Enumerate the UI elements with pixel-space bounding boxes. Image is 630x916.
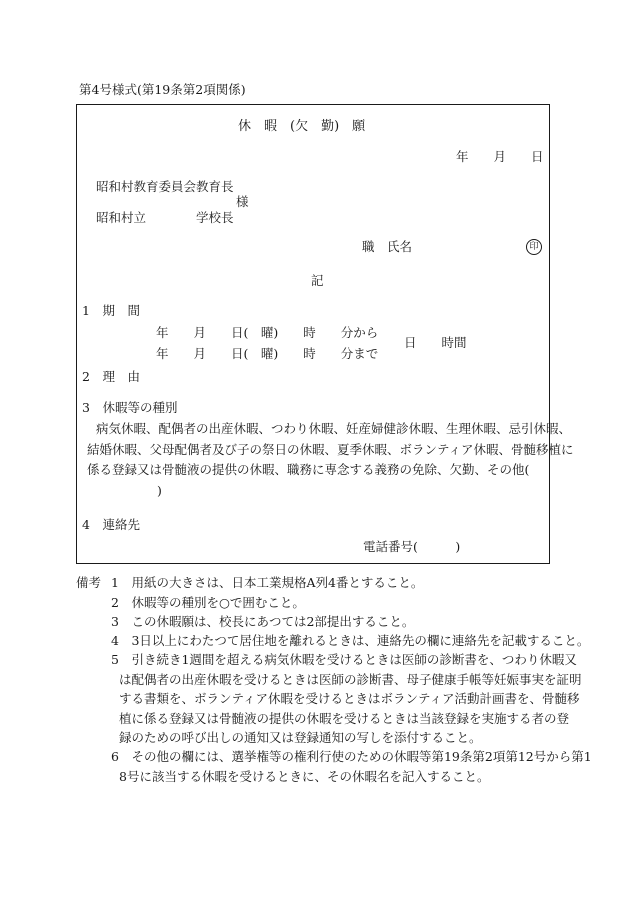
applicant-label: 職 氏名: [362, 239, 413, 254]
addressee-line2: 昭和村立 学校長: [96, 210, 234, 225]
leave-types-line-4: ): [157, 483, 162, 498]
section2-label: 2 理 由: [82, 369, 140, 384]
leave-types-line-1: 病気休暇、配偶者の出産休暇、つわり休暇、妊産婦健診休暇、生理休暇、忌引休暇、: [96, 421, 572, 436]
ki-marker: 記: [311, 273, 324, 288]
note-line-11: 8号に該当する休暇を受けるときに、その休暇名を記入すること。: [119, 769, 490, 784]
addressee-honorific: 様: [236, 194, 249, 209]
seal-mark: 印: [526, 239, 542, 255]
note-line-2: 2 休暇等の種別を○で囲むこと。: [111, 595, 305, 610]
addressee-line1: 昭和村教育委員会教育長: [96, 179, 234, 194]
period-from-row: 年 月 日( 曜) 時 分から: [156, 325, 379, 340]
note-line-5: 5 引き続き1週間を超える病気休暇を受けるときは医師の診断書を、つわり休暇又: [111, 652, 577, 667]
note-line-4: 4 3日以上にわたつて居住地を離れるときは、連絡先の欄に連絡先を記載すること。: [111, 633, 590, 648]
form-number: 第4号様式(第19条第2項関係): [79, 82, 246, 97]
period-duration: 日 時間: [404, 335, 467, 350]
note-line-10: 6 その他の欄には、選挙権等の権利行使のための休暇等第19条第2項第12号から第1: [111, 749, 592, 764]
note-line-1: 1 用紙の大きさは、日本工業規格A列4番とすること。: [111, 575, 424, 590]
date-line: 年 月 日: [456, 149, 544, 164]
section3-label: 3 休暇等の種別: [82, 400, 178, 415]
notes-heading: 備考: [76, 575, 102, 590]
note-line-9: 録のための呼び出しの通知又は登録通知の写しを添付すること。: [119, 730, 482, 745]
period-to-row: 年 月 日( 曜) 時 分まで: [156, 346, 379, 361]
section4-label: 4 連絡先: [82, 517, 140, 532]
section1-label: 1 期 間: [82, 303, 140, 318]
note-line-3: 3 この休暇願は、校長にあつては2部提出すること。: [111, 614, 415, 629]
form-title: 休 暇 (欠 勤) 願: [238, 119, 366, 134]
note-line-8: 植に係る登録又は骨髄液の提供の休暇を受けるときは当該登録を実施する者の登: [119, 711, 570, 726]
note-line-6: は配偶者の出産休暇を受けるときは医師の診断書、母子健康手帳等妊娠事実を証明: [119, 672, 582, 687]
phone-number-field: 電話番号( ): [363, 539, 461, 554]
note-line-7: する書類を、ボランティア休暇を受けるときはボランティア活動計画書を、骨髄移: [119, 691, 580, 706]
leave-types-line-3: 係る登録又は骨髄液の提供の休暇、職務に専念する義務の免除、欠勤、その他(: [87, 462, 530, 477]
leave-types-line-2: 結婚休暇、父母配偶者及び子の祭日の休暇、夏季休暇、ボランティア休暇、骨髄移植に: [87, 442, 574, 457]
